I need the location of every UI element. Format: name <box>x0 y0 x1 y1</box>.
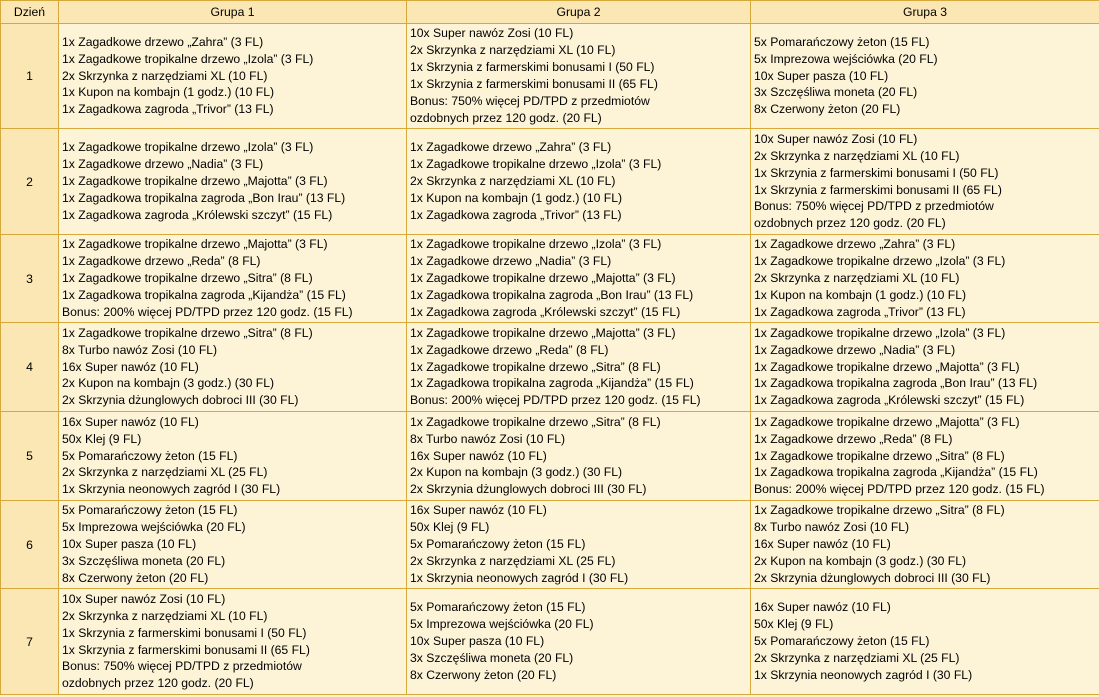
reward-item: 1x Zagadkowe tropikalne drzewo „Izola” (3 FL) <box>62 51 314 66</box>
reward-item: 3x Szczęśliwa moneta (20 FL) <box>410 650 574 665</box>
reward-item: 16x Super nawóz (10 FL) <box>410 448 547 463</box>
table-row <box>1 235 1099 323</box>
reward-item: 1x Zagadkowa tropikalna zagroda „Bon Irau” (13 FL) <box>410 287 694 302</box>
group-1-cell <box>59 235 407 323</box>
table-row <box>1 589 1099 695</box>
reward-item: 10x Super pasza (10 FL) <box>410 634 545 649</box>
reward-item: 1x Zagadkowe tropikalne drzewo „Sitra” (8 FL) <box>62 271 313 286</box>
reward-item: 1x Zagadkowe tropikalne drzewo „Sitra” (8 FL) <box>62 325 313 340</box>
reward-item: 1x Zagadkowa tropikalna zagroda „Kijandża” (15 FL) <box>62 287 346 302</box>
table-row <box>1 412 1099 501</box>
reward-item: 1x Skrzynia z farmerskimi bonusami I (50 FL) <box>410 60 655 75</box>
reward-item: 1x Zagadkowa tropikalna zagroda „Kijandża” (15 FL) <box>410 376 694 391</box>
day-cell: 7 <box>1 589 59 695</box>
reward-item: 2x Skrzynia dżunglowych dobroci III (30 FL) <box>62 393 299 408</box>
reward-item: 1x Zagadkowe tropikalne drzewo „Izola” (3 FL) <box>62 140 314 155</box>
reward-item: Bonus: 200% więcej PD/TPD przez 120 godz. (15 FL) <box>754 482 1045 497</box>
reward-item: 1x Skrzynia z farmerskimi bonusami I (50 FL) <box>62 625 307 640</box>
reward-item: 2x Skrzynka z narzędziami XL (10 FL) <box>410 43 616 58</box>
reward-item: 16x Super nawóz (10 FL) <box>754 537 891 552</box>
reward-item: 1x Zagadkowe drzewo „Zahra” (3 FL) <box>62 34 264 49</box>
reward-item: 2x Skrzynka z narzędziami XL (25 FL) <box>62 465 268 480</box>
reward-item: 16x Super nawóz (10 FL) <box>62 359 199 374</box>
reward-item: 5x Pomarańczowy żeton (15 FL) <box>410 537 586 552</box>
reward-item: 10x Super nawóz Zosi (10 FL) <box>410 26 574 41</box>
reward-item: 1x Zagadkowe drzewo „Nadia” (3 FL) <box>62 157 264 172</box>
group-2-cell <box>407 501 751 589</box>
day-cell: 3 <box>1 235 59 323</box>
group-3-cell <box>751 412 1099 501</box>
reward-item: 3x Szczęśliwa moneta (20 FL) <box>754 85 918 100</box>
reward-item: 1x Zagadkowa zagroda „Królewski szczyt” (15 FL) <box>62 207 333 222</box>
reward-item: 5x Pomarańczowy żeton (15 FL) <box>62 448 238 463</box>
reward-item: 1x Zagadkowe tropikalne drzewo „Sitra” (8 FL) <box>754 503 1005 518</box>
reward-item: 50x Klej (9 FL) <box>754 617 834 632</box>
day-cell: 5 <box>1 412 59 501</box>
reward-item: 1x Kupon na kombajn (1 godz.) (10 FL) <box>62 85 275 100</box>
header-group-2: Grupa 2 <box>407 1 751 24</box>
reward-item: 1x Zagadkowe tropikalne drzewo „Majotta” (3 FL) <box>754 414 1020 429</box>
reward-item: 1x Zagadkowe tropikalne drzewo „Sitra” (8 FL) <box>754 448 1005 463</box>
reward-item: 10x Super pasza (10 FL) <box>754 68 889 83</box>
day-cell: 2 <box>1 129 59 235</box>
reward-item: 2x Skrzynia dżunglowych dobroci III (30 FL) <box>754 570 991 585</box>
reward-item: 1x Skrzynia neonowych zagród I (30 FL) <box>410 570 629 585</box>
reward-item: 2x Kupon na kombajn (3 godz.) (30 FL) <box>410 465 623 480</box>
group-1-cell <box>59 24 407 129</box>
group-1-cell <box>59 129 407 235</box>
group-2-cell <box>407 323 751 412</box>
group-2-cell <box>407 235 751 323</box>
reward-item: 1x Skrzynia z farmerskimi bonusami II (65 FL) <box>62 642 310 657</box>
group-3-cell <box>751 589 1099 695</box>
group-2-cell <box>407 412 751 501</box>
group-3-cell <box>751 323 1099 412</box>
reward-item: 8x Turbo nawóz Zosi (10 FL) <box>62 342 218 357</box>
reward-item: ozdobnych przez 120 godz. (20 FL) <box>410 110 602 125</box>
reward-item: 2x Skrzynka z narzędziami XL (10 FL) <box>410 174 616 189</box>
reward-item: 5x Imprezowa wejściówka (20 FL) <box>410 617 594 632</box>
reward-item: Bonus: 750% więcej PD/TPD z przedmiotów <box>62 659 302 674</box>
reward-item: Bonus: 750% więcej PD/TPD z przedmiotów <box>410 93 650 108</box>
reward-item: 1x Zagadkowe tropikalne drzewo „Izola” (3 FL) <box>410 237 662 252</box>
reward-item: ozdobnych przez 120 godz. (20 FL) <box>62 676 254 691</box>
table-row <box>1 501 1099 589</box>
reward-item: 1x Skrzynia z farmerskimi bonusami II (65 FL) <box>754 182 1002 197</box>
reward-item: 2x Skrzynka z narzędziami XL (10 FL) <box>62 608 268 623</box>
group-2-cell <box>407 129 751 235</box>
header-row <box>1 1 1099 24</box>
reward-item: 1x Zagadkowa tropikalna zagroda „Bon Irau” (13 FL) <box>754 376 1038 391</box>
reward-item: 10x Super pasza (10 FL) <box>62 537 197 552</box>
reward-item: 1x Zagadkowe tropikalne drzewo „Majotta” (3 FL) <box>410 325 676 340</box>
reward-item: 8x Czerwony żeton (20 FL) <box>62 570 209 585</box>
reward-item: 5x Pomarańczowy żeton (15 FL) <box>410 600 586 615</box>
table-row <box>1 129 1099 235</box>
reward-item: 1x Zagadkowe tropikalne drzewo „Sitra” (8 FL) <box>410 359 661 374</box>
reward-item: 1x Zagadkowa zagroda „Trivor” (13 FL) <box>410 207 622 222</box>
reward-item: 2x Skrzynka z narzędziami XL (25 FL) <box>754 650 960 665</box>
reward-item: 2x Skrzynia dżunglowych dobroci III (30 FL) <box>410 482 647 497</box>
reward-item: 1x Skrzynia neonowych zagród I (30 FL) <box>62 482 281 497</box>
reward-item: 1x Zagadkowa zagroda „Trivor” (13 FL) <box>754 304 966 319</box>
reward-item: 2x Skrzynka z narzędziami XL (10 FL) <box>62 68 268 83</box>
reward-item: 5x Pomarańczowy żeton (15 FL) <box>754 634 930 649</box>
reward-item: 1x Zagadkowe drzewo „Reda” (8 FL) <box>62 254 261 269</box>
reward-item: 5x Imprezowa wejściówka (20 FL) <box>62 520 246 535</box>
group-2-cell <box>407 589 751 695</box>
reward-item: 1x Zagadkowe drzewo „Reda” (8 FL) <box>754 431 953 446</box>
reward-item: 2x Kupon na kombajn (3 godz.) (30 FL) <box>62 376 275 391</box>
reward-item: 50x Klej (9 FL) <box>410 520 490 535</box>
reward-item: 5x Pomarańczowy żeton (15 FL) <box>754 34 930 49</box>
table-row <box>1 24 1099 129</box>
reward-item: 1x Zagadkowe tropikalne drzewo „Majotta” (3 FL) <box>62 174 328 189</box>
reward-item: 1x Zagadkowe tropikalne drzewo „Izola” (3 FL) <box>410 157 662 172</box>
day-cell: 4 <box>1 323 59 412</box>
reward-item: 16x Super nawóz (10 FL) <box>754 600 891 615</box>
reward-item: 1x Kupon na kombajn (1 godz.) (10 FL) <box>410 190 623 205</box>
reward-item: 2x Skrzynka z narzędziami XL (25 FL) <box>410 553 616 568</box>
reward-item: 1x Zagadkowe drzewo „Zahra” (3 FL) <box>754 237 956 252</box>
reward-item: 1x Zagadkowa zagroda „Trivor” (13 FL) <box>62 102 274 117</box>
reward-item: 2x Skrzynka z narzędziami XL (10 FL) <box>754 148 960 163</box>
reward-item: 1x Zagadkowe tropikalne drzewo „Sitra” (8 FL) <box>410 414 661 429</box>
reward-item: 16x Super nawóz (10 FL) <box>410 503 547 518</box>
reward-item: 8x Turbo nawóz Zosi (10 FL) <box>754 520 910 535</box>
reward-item: 1x Zagadkowe drzewo „Zahra” (3 FL) <box>410 140 612 155</box>
reward-item: 1x Skrzynia z farmerskimi bonusami I (50 FL) <box>754 165 999 180</box>
reward-item: 5x Imprezowa wejściówka (20 FL) <box>754 51 938 66</box>
reward-item: 8x Czerwony żeton (20 FL) <box>754 102 901 117</box>
reward-item: 1x Zagadkowa zagroda „Królewski szczyt” (15 FL) <box>410 304 681 319</box>
reward-item: 2x Skrzynka z narzędziami XL (10 FL) <box>754 271 960 286</box>
reward-item: 1x Zagadkowe tropikalne drzewo „Izola” (3 FL) <box>754 325 1006 340</box>
reward-item: 50x Klej (9 FL) <box>62 431 142 446</box>
reward-item: Bonus: 750% więcej PD/TPD z przedmiotów <box>754 199 994 214</box>
reward-item: 1x Zagadkowe tropikalne drzewo „Majotta” (3 FL) <box>754 359 1020 374</box>
reward-item: 1x Zagadkowe tropikalne drzewo „Izola” (3 FL) <box>754 254 1006 269</box>
group-3-cell <box>751 24 1099 129</box>
reward-item: 1x Zagadkowa tropikalna zagroda „Kijandża” (15 FL) <box>754 465 1038 480</box>
reward-item: 1x Kupon na kombajn (1 godz.) (10 FL) <box>754 287 967 302</box>
header-group-1: Grupa 1 <box>59 1 407 24</box>
group-3-cell <box>751 235 1099 323</box>
group-1-cell <box>59 412 407 501</box>
day-cell: 1 <box>1 24 59 129</box>
group-2-cell <box>407 24 751 129</box>
group-3-cell <box>751 501 1099 589</box>
reward-item: 10x Super nawóz Zosi (10 FL) <box>62 591 226 606</box>
reward-item: ozdobnych przez 120 godz. (20 FL) <box>754 216 946 231</box>
reward-item: 8x Czerwony żeton (20 FL) <box>410 667 557 682</box>
group-1-cell <box>59 323 407 412</box>
reward-item: 1x Zagadkowe tropikalne drzewo „Majotta” (3 FL) <box>410 271 676 286</box>
table-row <box>1 323 1099 412</box>
header-group-3: Grupa 3 <box>751 1 1099 24</box>
group-3-cell <box>751 129 1099 235</box>
reward-item: 1x Zagadkowe tropikalne drzewo „Majotta” (3 FL) <box>62 237 328 252</box>
reward-item: Bonus: 200% więcej PD/TPD przez 120 godz. (15 FL) <box>410 393 701 408</box>
reward-item: 2x Kupon na kombajn (3 godz.) (30 FL) <box>754 553 967 568</box>
reward-item: 10x Super nawóz Zosi (10 FL) <box>754 131 918 146</box>
reward-item: 8x Turbo nawóz Zosi (10 FL) <box>410 431 566 446</box>
reward-item: 1x Skrzynia neonowych zagród I (30 FL) <box>754 667 973 682</box>
reward-item: Bonus: 200% więcej PD/TPD przez 120 godz. (15 FL) <box>62 304 353 319</box>
reward-item: 3x Szczęśliwa moneta (20 FL) <box>62 553 226 568</box>
header-day: Dzień <box>1 1 59 24</box>
reward-item: 1x Zagadkowa tropikalna zagroda „Bon Irau” (13 FL) <box>62 190 346 205</box>
reward-item: 1x Zagadkowe drzewo „Reda” (8 FL) <box>410 342 609 357</box>
reward-item: 1x Zagadkowe drzewo „Nadia” (3 FL) <box>754 342 956 357</box>
reward-item: 1x Zagadkowa zagroda „Królewski szczyt” (15 FL) <box>754 393 1025 408</box>
day-cell: 6 <box>1 501 59 589</box>
reward-item: 1x Skrzynia z farmerskimi bonusami II (65 FL) <box>410 77 658 91</box>
reward-item: 5x Pomarańczowy żeton (15 FL) <box>62 503 238 518</box>
reward-item: 16x Super nawóz (10 FL) <box>62 414 199 429</box>
reward-item: 1x Zagadkowe drzewo „Nadia” (3 FL) <box>410 254 612 269</box>
group-1-cell <box>59 501 407 589</box>
group-1-cell <box>59 589 407 695</box>
